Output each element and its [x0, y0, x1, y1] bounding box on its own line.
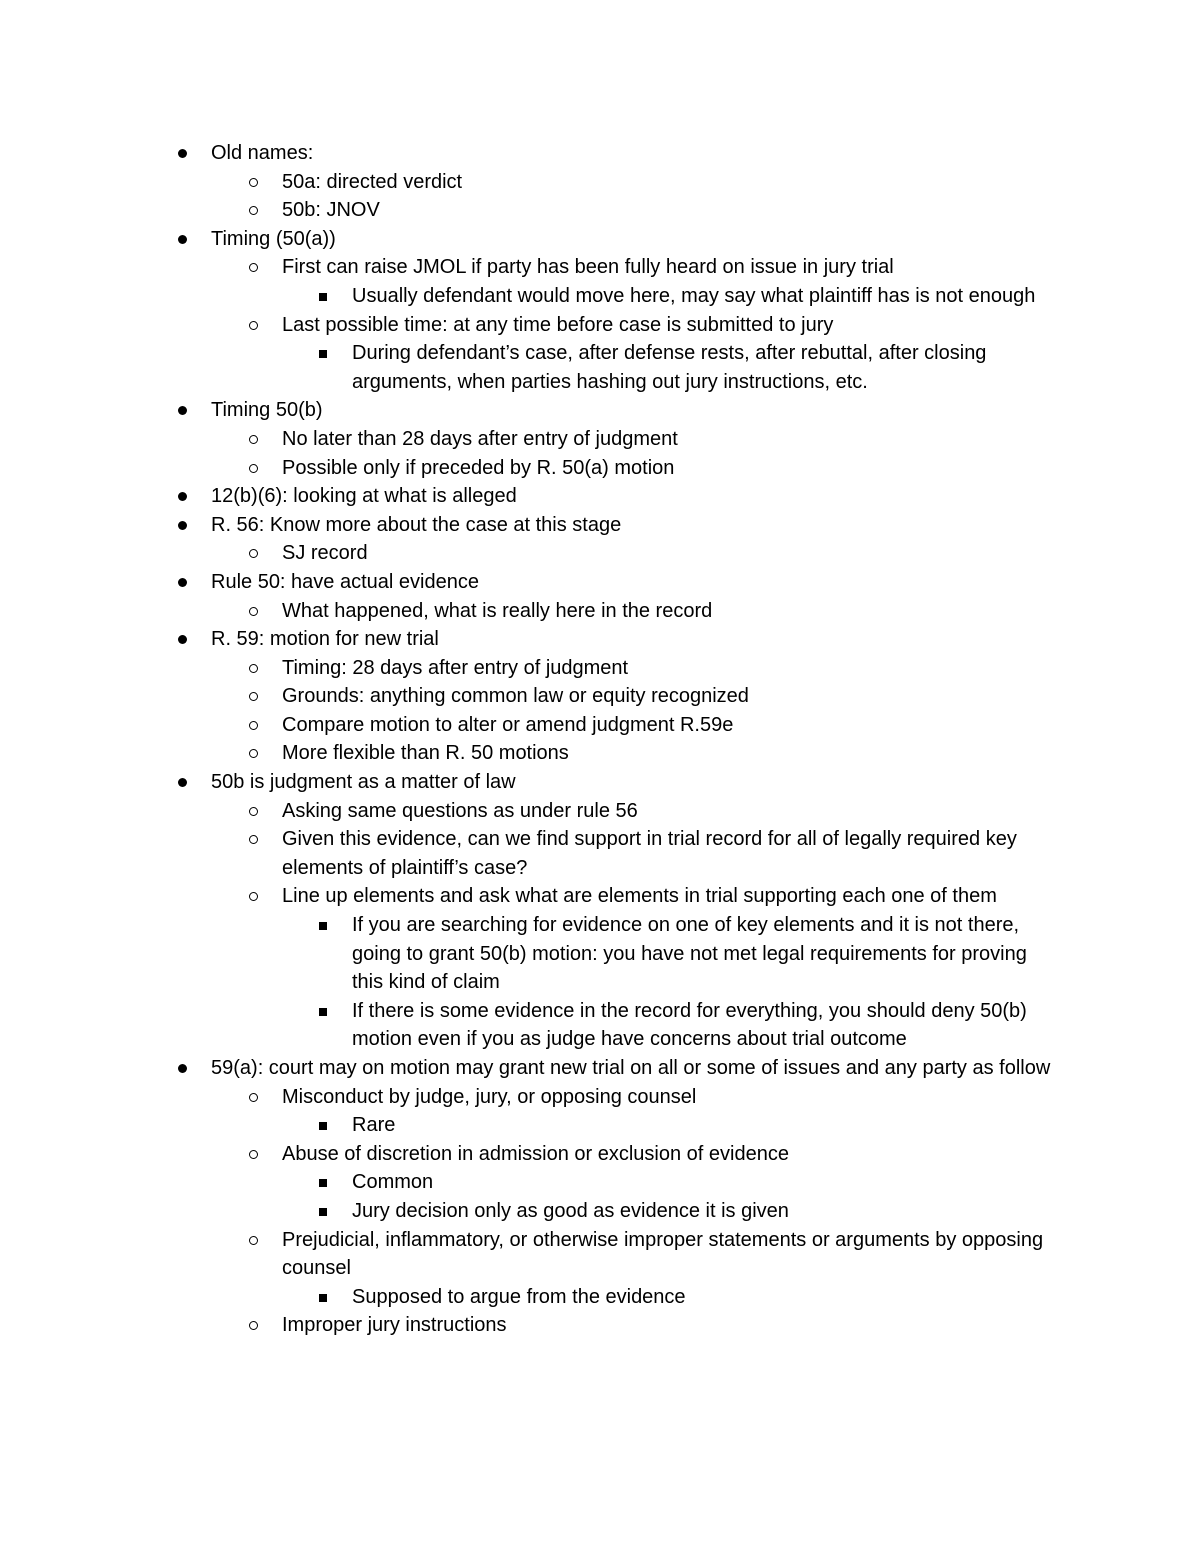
outline-item-text: Asking same questions as under rule 56: [282, 799, 638, 822]
filled-circle-bullet-icon: [178, 406, 187, 415]
outline-item-level-1: [0, 482, 1071, 511]
outline-item-level-2: [0, 168, 1072, 197]
outline-item-level-2: [0, 1140, 1072, 1169]
outline-item-level-2: [0, 454, 1072, 483]
square-bullet-icon: [319, 1208, 327, 1216]
hollow-circle-bullet-icon: [249, 321, 258, 330]
filled-circle-bullet-icon: [178, 235, 187, 244]
outline-item-level-2: [0, 1083, 1072, 1112]
outline-item-level-1: [0, 396, 1071, 425]
square-bullet-icon: [319, 1179, 327, 1187]
hollow-circle-bullet-icon: [249, 607, 258, 616]
outline-item-text: 59(a): court may on motion may grant new trial on all or some of issues and any party as follow: [211, 1057, 1051, 1079]
hollow-circle-bullet-icon: [249, 435, 258, 444]
outline-item-text: Usually defendant would move here, may say what plaintiff has is not enough: [352, 284, 1036, 307]
outline-item-text: Given this evidence, can we find support in trial record for all of legally required key elements of plaintiff’s case?: [282, 828, 1017, 879]
hollow-circle-bullet-icon: [249, 263, 258, 272]
hollow-circle-bullet-icon: [249, 549, 258, 558]
outline-item-level-2: [0, 797, 1072, 826]
square-bullet-icon: [319, 1008, 327, 1016]
outline-item-level-2: [0, 196, 1072, 225]
outline-item-level-2: [0, 654, 1072, 683]
hollow-circle-bullet-icon: [249, 206, 258, 215]
notes-outline: [0, 139, 1200, 1340]
outline-item-text: R. 56: Know more about the case at this stage: [211, 513, 622, 536]
outline-item-level-3: [0, 282, 1042, 311]
outline-item-level-2: [0, 425, 1072, 454]
outline-item-level-1: [0, 568, 1071, 597]
outline-item-level-1: [0, 1054, 1071, 1083]
outline-item-text: 50b is judgment as a matter of law: [211, 771, 516, 794]
hollow-circle-bullet-icon: [249, 1093, 258, 1102]
square-bullet-icon: [319, 1122, 327, 1130]
outline-item-level-1: [0, 625, 1071, 654]
filled-circle-bullet-icon: [178, 1064, 187, 1073]
outline-item-level-1: [0, 225, 1071, 254]
outline-item-text: Improper jury instructions: [282, 1314, 507, 1337]
hollow-circle-bullet-icon: [249, 721, 258, 730]
outline-item-text: Jury decision only as good as evidence it is given: [352, 1199, 789, 1222]
square-bullet-icon: [319, 922, 327, 930]
outline-item-text: Rule 50: have actual evidence: [211, 570, 479, 593]
outline-item-level-2: [0, 711, 1072, 740]
outline-item-text: Timing 50(b): [211, 399, 323, 422]
outline-item-text: R. 59: motion for new trial: [211, 628, 439, 651]
outline-item-text: Timing (50(a)): [211, 227, 336, 250]
hollow-circle-bullet-icon: [249, 807, 258, 816]
outline-item-level-2: [0, 682, 1072, 711]
hollow-circle-bullet-icon: [249, 1236, 258, 1245]
outline-item-level-2: [0, 253, 1072, 282]
square-bullet-icon: [319, 350, 327, 358]
outline-item-text: If you are searching for evidence on one of key elements and it is not there, going to grant 50(b) motion: you have not met legal requirements for proving this kind of claim: [352, 914, 1027, 994]
outline-item-text: Abuse of discretion in admission or exclusion of evidence: [282, 1142, 789, 1165]
outline-item-text: 50a: directed verdict: [282, 170, 463, 193]
outline-item-level-3: [0, 1197, 1042, 1226]
outline-item-text: 12(b)(6): looking at what is alleged: [211, 485, 517, 508]
outline-item-level-2: [0, 539, 1072, 568]
outline-item-text: Timing: 28 days after entry of judgment: [282, 656, 629, 679]
outline-item-level-2: [0, 597, 1072, 626]
outline-item-level-2: [0, 825, 1072, 882]
outline-item-level-2: [0, 311, 1072, 340]
outline-item-level-1: [0, 139, 1071, 168]
hollow-circle-bullet-icon: [249, 892, 258, 901]
outline-item-text: Prejudicial, inflammatory, or otherwise improper statements or arguments by opposing counsel: [282, 1228, 1044, 1280]
outline-item-text: Possible only if preceded by R. 50(a) motion: [282, 456, 675, 479]
hollow-circle-bullet-icon: [249, 749, 258, 758]
filled-circle-bullet-icon: [178, 492, 187, 501]
outline-item-text: During defendant’s case, after defense rests, after rebuttal, after closing arguments, when parties hashing out jury instructions, etc.: [352, 342, 987, 393]
outline-item-level-3: [0, 1168, 1042, 1197]
hollow-circle-bullet-icon: [249, 835, 258, 844]
filled-circle-bullet-icon: [178, 149, 187, 158]
outline-item-level-3: [0, 1283, 1042, 1312]
outline-item-text: First can raise JMOL if party has been fully heard on issue in jury trial: [282, 256, 894, 279]
outline-item-level-1: [0, 511, 1071, 540]
outline-item-text: Rare: [352, 1114, 396, 1137]
outline-item-level-2: [0, 1226, 1072, 1283]
outline-item-text: Compare motion to alter or amend judgment R.59e: [282, 713, 734, 736]
filled-circle-bullet-icon: [178, 578, 187, 587]
filled-circle-bullet-icon: [178, 521, 187, 530]
outline-item-level-3: [0, 911, 1042, 997]
outline-item-text: Common: [352, 1171, 434, 1194]
filled-circle-bullet-icon: [178, 778, 187, 787]
outline-item-text: SJ record: [282, 542, 368, 565]
outline-item-level-1: [0, 768, 1071, 797]
outline-item-level-3: [0, 997, 1042, 1054]
hollow-circle-bullet-icon: [249, 664, 258, 673]
outline-item-level-2: [0, 739, 1072, 768]
outline-item-level-3: [0, 339, 1042, 396]
hollow-circle-bullet-icon: [249, 692, 258, 701]
hollow-circle-bullet-icon: [249, 1321, 258, 1330]
hollow-circle-bullet-icon: [249, 178, 258, 187]
outline-item-text: What happened, what is really here in the record: [282, 599, 713, 622]
outline-item-text: 50b: JNOV: [282, 199, 380, 222]
outline-item-level-2: [0, 882, 1072, 911]
outline-item-text: More flexible than R. 50 motions: [282, 742, 569, 765]
outline-item-text: Supposed to argue from the evidence: [352, 1285, 686, 1308]
outline-item-text: Last possible time: at any time before case is submitted to jury: [282, 313, 834, 336]
hollow-circle-bullet-icon: [249, 464, 258, 473]
outline-item-text: Grounds: anything common law or equity recognized: [282, 685, 749, 708]
outline-item-level-2: [0, 1311, 1072, 1340]
square-bullet-icon: [319, 293, 327, 301]
outline-item-text: No later than 28 days after entry of judgment: [282, 427, 678, 450]
filled-circle-bullet-icon: [178, 635, 187, 644]
outline-item-text: If there is some evidence in the record for everything, you should deny 50(b) motion even if you as judge have concerns about trial outcome: [352, 999, 1027, 1051]
outline-item-level-3: [0, 1111, 1042, 1140]
outline-item-text: Misconduct by judge, jury, or opposing counsel: [282, 1085, 697, 1108]
hollow-circle-bullet-icon: [249, 1150, 258, 1159]
square-bullet-icon: [319, 1294, 327, 1302]
outline-item-text: Old names:: [211, 142, 314, 164]
outline-item-text: Line up elements and ask what are elements in trial supporting each one of them: [282, 885, 997, 908]
